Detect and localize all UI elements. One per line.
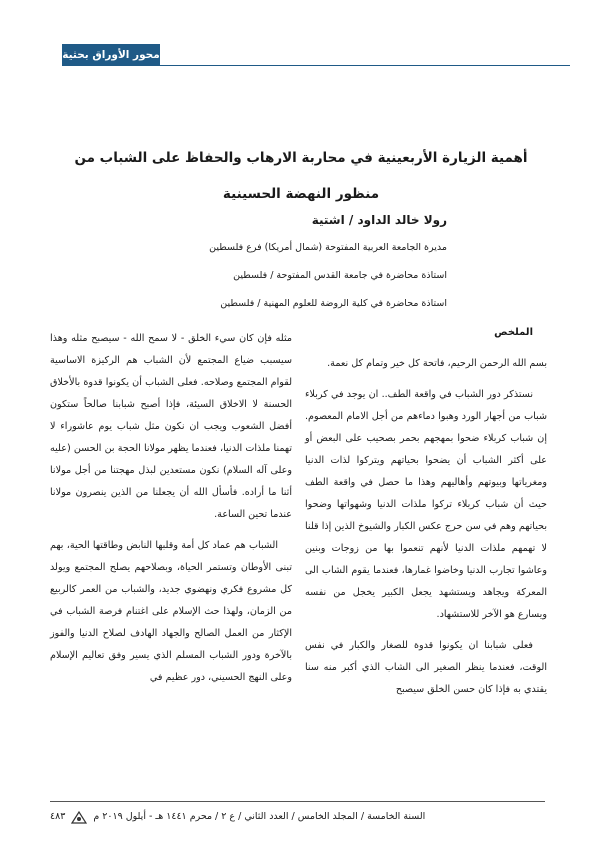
journal-logo-icon (71, 810, 87, 824)
page-number: ٤٨٣ (50, 811, 66, 822)
body-paragraph: نستذكر دور الشباب في واقعة الطف.. ان يوجد في كربلاء شباب من أجهار الورد وهبوا دماءهم من أجل الامام المعصوم. إن شباب كربلاء ضحوا بمهجهم بحمر بصحيب على البعض أو على أكثر الشباب أن يضحوا بحياتهم ويتركوا لذات الدنيا ومغرياتها وبيوتهم وأهاليهم وهذا ما حصل في واقعة الطف حيث أن شباب كربلاء تركوا ملذات الدنيا وشهواتها وضحوا بحياتهم وهم في سن حرج عكس الكبار والشيوخ الذين إذا قلنا لا تهمهم ملذات الدنيا لأنهم تنعموا بها من زوجات وبنين وعاشوا تجارب الدنيا وخاضوا غمارها، فعندما يقوم الشاب الى المعركة ويجاهد ويستشهد يجعل الكبير يخجل من نفسه ويسارع هو الآخر للاستشهاد. (305, 389, 547, 620)
author-affiliation: مديرة الجامعة العربية المفتوحة (شمال أمريكا) فرع فلسطين (209, 242, 447, 253)
article-title: أهمية الزيارة الأربعينية في محاربة الارهاب والحفاظ على الشباب من منظور النهضة الحسينية (74, 150, 528, 202)
body-column-right (305, 322, 547, 710)
abstract-heading: الملخص (494, 327, 533, 338)
author-affiliation: استاذة محاضرة في جامعة القدس المفتوحة / فلسطين (233, 270, 447, 281)
footer-divider (50, 801, 545, 802)
section-header: محور الأوراق بحثية (62, 44, 160, 66)
body-paragraph: بسم الله الرحمن الرحيم، فاتحة كل خير وتمام كل نعمة. (327, 358, 547, 369)
body-paragraph: مثله فإن كان سيء الخلق - لا سمح الله - سيصبح مثله وهذا سيسبب ضياع المجتمع لأن الشباب هم الركيزة الاساسية لقوام المجتمع وصلاحه. فعلى الشباب أن يكونوا قدوة بالأخلاق الحسنة لا الاخلاق السيئة، فإذا أصبح شبابنا صالحاً ستكون أفضل الشعوب ويجب ان نكون مثل شباب يوم عاشوراء لا تهمنا ملذات الدنيا، فعندما يظهر مولانا الحجة بن الحسن (عليه وعلى آله السلام) نكون مستعدين لبذل مهجتنا من أجل مولانا أثنا ما أراده. فأسأل الله أن يجعلنا من الذين ينصرون مولانا عندما تحين الساعة. (50, 333, 292, 520)
author-block (110, 210, 447, 318)
page-footer (50, 806, 547, 828)
body-column-left (50, 328, 292, 698)
body-paragraph: فعلى شبابنا ان يكونوا قدوة للصغار والكبار في نفس الوقت، فعندما ينظر الصغير الى الشاب الذي أكبر منه سنا يقتدي به فإذا كان حسن الخلق سيصبح (305, 640, 547, 695)
author-affiliation: استاذة محاضرة في كلية الروضة للعلوم المهنية / فلسطين (220, 298, 447, 309)
body-paragraph: الشباب هم عماد كل أمة وقلبها النابض وطاقتها الحية، بهم تبنى الأوطان وتستمر الحياة، وبصلاحهم يصلح المجتمع ويولد كل مشروع فكري ونهضوي جديد، والشباب من العمر كالربيع من الزمان، ولهذا حث الإسلام على اغتنام فرصة الشباب في الإكثار من العمل الصالح والجهاد الهادف لصلاح الدنيا والفوز بالآخرة ودور الشباب المسلم الذي يسير وفق تعاليم الإسلام وعلى النهج الحسيني، دور عظيم في (50, 540, 292, 683)
header-divider (160, 65, 570, 66)
author-name: رولا خالد الداود / اشتية (311, 213, 447, 227)
journal-issue-info: السنة الخامسة / المجلد الخامس / العدد الثاني / ع ٢ / محرم ١٤٤١ هـ - أيلول ٢٠١٩ م (93, 811, 426, 822)
